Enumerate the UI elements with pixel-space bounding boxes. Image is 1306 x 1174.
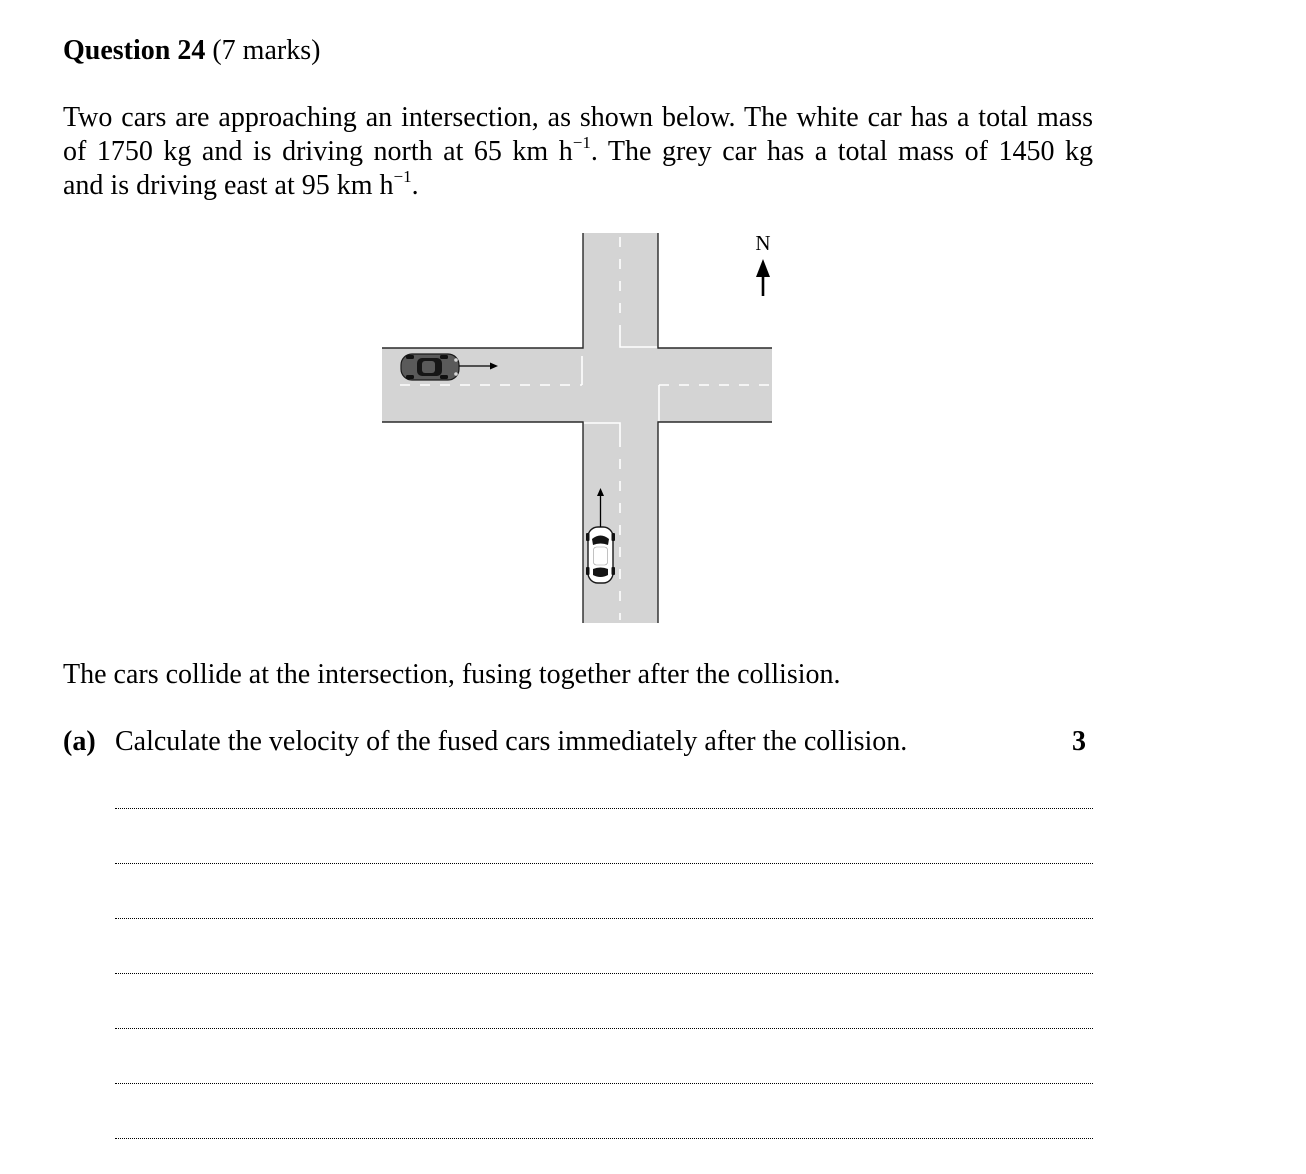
intro-line-3-start: and is driving east at 95 km h (63, 170, 394, 201)
answer-line[interactable] (115, 918, 1093, 919)
intro-line-2-start: of 1750 kg and is driving north at 65 km h (63, 136, 573, 167)
unit-exponent: −1 (393, 166, 412, 186)
north-arrow-head (756, 259, 770, 277)
intro-line-3 (63, 166, 1093, 203)
question-marks: (7 marks) (212, 35, 321, 66)
part-a-marks: 3 (1072, 726, 1086, 757)
answer-line[interactable] (115, 1028, 1093, 1029)
white-car-icon (586, 527, 615, 583)
answer-line[interactable] (115, 863, 1093, 864)
intersection-diagram (370, 225, 790, 630)
intro-line-2-end: . The grey car has a total mass of 1450 kg (590, 136, 1093, 167)
grey-car-icon (401, 354, 459, 380)
road-surface (382, 233, 772, 623)
compass-north (755, 231, 770, 296)
collision-statement: The cars collide at the intersection, fusing together after the collision. (63, 659, 841, 690)
answer-line[interactable] (115, 808, 1093, 809)
intro-line-2 (63, 132, 1093, 169)
intro-line-1: Two cars are approaching an intersection, as shown below. The white car has a total mass (63, 102, 1093, 133)
question-number: Question 24 (63, 35, 206, 66)
question-heading (63, 33, 320, 69)
answer-line[interactable] (115, 1138, 1093, 1139)
road-edges (382, 233, 772, 623)
compass-label: N (755, 231, 771, 255)
intro-line-3-end: . (411, 170, 419, 201)
answer-line[interactable] (115, 973, 1093, 974)
question-intro (63, 101, 1093, 203)
part-a-question: Calculate the velocity of the fused cars immediately after the collision. (115, 726, 908, 757)
part-a-label: (a) (63, 726, 96, 757)
unit-exponent: −1 (572, 132, 591, 152)
answer-line[interactable] (115, 1083, 1093, 1084)
